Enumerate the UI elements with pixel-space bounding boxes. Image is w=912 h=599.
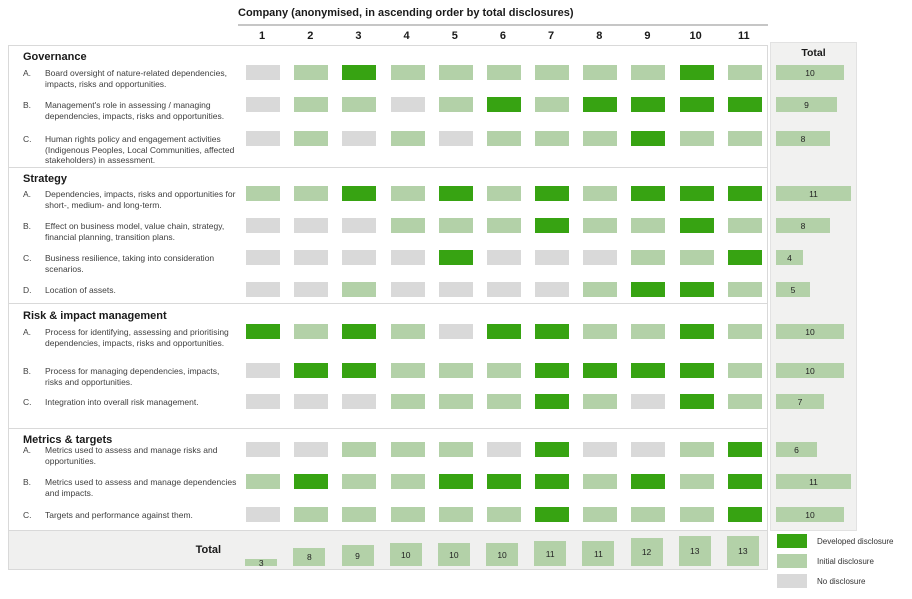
row-total-bar: 10 [776,324,844,339]
matrix-cell [728,507,762,522]
matrix-cell [342,186,376,201]
matrix-cell [439,97,473,112]
row-cells [239,250,769,265]
matrix-cell [680,97,714,112]
row-label: Human rights policy and engagement activities (Indigenous Peoples, Local Communities, affected stakeholders) in assessment. [45,134,235,165]
matrix-cell [583,282,617,297]
table-row [9,507,815,522]
matrix-cell [342,97,376,112]
column-total-bar: 10 [486,543,518,566]
section-strategy [8,167,818,303]
row-total-bar: 8 [776,131,830,146]
column-total-bar: 13 [727,536,759,566]
matrix-cell [487,65,521,80]
table-row [9,282,796,297]
matrix-cell [342,363,376,378]
matrix-cell [583,324,617,339]
matrix-cell [342,442,376,457]
column-total-bar: 3 [245,559,277,566]
legend-item [777,574,894,588]
matrix-cell [728,324,762,339]
row-label: Management's role in assessing / managing dependencies, impacts, risks and opportunities. [45,100,225,121]
matrix-cell [487,363,521,378]
company-column-headers [238,30,768,42]
matrix-cell [583,131,617,146]
matrix-cell [535,442,569,457]
matrix-cell [342,474,376,489]
row-cells [239,131,769,146]
company-column-header: 6 [499,30,506,42]
matrix-cell [246,131,280,146]
matrix-cell [680,250,714,265]
row-letter: C. [23,134,32,144]
row-total-bar: 11 [776,186,851,201]
matrix-cell [680,394,714,409]
table-row [9,442,799,466]
section-title: Metrics & targets [23,434,113,446]
row-letter: B. [23,221,32,231]
matrix-cell [680,218,714,233]
matrix-cell [342,394,376,409]
matrix-cell [728,218,762,233]
matrix-cell [535,324,569,339]
section-risk-impact-management [8,303,815,428]
matrix-cell [583,394,617,409]
matrix-cell [439,394,473,409]
column-total-bar: 11 [534,541,566,566]
row-label: Metrics used to assess and manage dependencies and impacts. [45,477,237,498]
company-column-header: 5 [451,30,458,42]
matrix-cell [246,250,280,265]
row-label: Location of assets. [45,285,116,295]
matrix-cell [246,324,280,339]
matrix-cell [439,218,473,233]
row-total-bar: 11 [776,474,851,489]
matrix-cell [342,131,376,146]
matrix-cell [583,507,617,522]
matrix-cell [535,97,569,112]
matrix-cell [294,363,328,378]
row-total-bar: 9 [776,97,837,112]
table-row [9,324,815,348]
matrix-cell [583,218,617,233]
matrix-cell [342,250,376,265]
row-cells [239,97,769,112]
row-cells [239,363,769,378]
matrix-cell [294,507,328,522]
row-total-bar: 10 [776,507,844,522]
matrix-cell [487,442,521,457]
legend-swatch-none [777,574,807,588]
row-label: Business resilience, taking into consideration scenarios. [45,253,215,274]
matrix-cell [583,97,617,112]
row-label: Effect on business model, value chain, strategy, financial planning, transition plans. [45,221,225,242]
row-total-bar: 8 [776,218,830,233]
legend-item [777,554,894,568]
matrix-cell [391,442,425,457]
matrix-cell [342,65,376,80]
chart-title: Company (anonymised, in ascending order by total disclosures) [238,7,574,19]
matrix-cell [246,394,280,409]
matrix-cell [294,474,328,489]
matrix-cell [246,186,280,201]
table-row [9,65,815,89]
row-label: Process for managing dependencies, impacts, risks and opportunities. [45,366,220,387]
legend-item [777,534,894,548]
matrix-cell [631,363,665,378]
matrix-cell [391,250,425,265]
matrix-cell [439,324,473,339]
column-totals-label: Total [195,544,222,556]
company-column-header: 3 [355,30,362,42]
row-label: Metrics used to assess and manage risks and opportunities. [45,445,218,466]
row-cells [239,324,769,339]
matrix-cell [439,442,473,457]
legend-label: Initial disclosure [817,556,874,566]
matrix-cell [631,250,665,265]
total-column-title: Total [801,47,826,59]
matrix-cell [631,324,665,339]
matrix-cell [680,282,714,297]
legend-swatch-developed [777,534,807,548]
matrix-cell [487,218,521,233]
matrix-cell [294,131,328,146]
matrix-cell [342,324,376,339]
row-cells [239,282,769,297]
column-totals-bars [237,531,767,569]
matrix-cell [680,65,714,80]
matrix-cell [728,131,762,146]
matrix-cell [728,282,762,297]
matrix-cell [342,282,376,297]
column-total-bar: 9 [342,545,374,566]
matrix-cell [728,363,762,378]
company-column-header: 10 [689,30,702,42]
matrix-cell [535,363,569,378]
matrix-cell [439,507,473,522]
column-totals-row [8,530,768,570]
matrix-cell [728,250,762,265]
matrix-cell [391,218,425,233]
matrix-cell [487,97,521,112]
matrix-cell [631,394,665,409]
matrix-cell [535,394,569,409]
matrix-cell [583,186,617,201]
row-letter: A. [23,189,32,199]
matrix-cell [680,507,714,522]
company-column-header: 2 [307,30,314,42]
section-title: Strategy [23,173,68,185]
matrix-cell [487,324,521,339]
row-letter: C. [23,510,32,520]
matrix-cell [439,131,473,146]
legend-swatch-initial [777,554,807,568]
row-letter: C. [23,253,32,263]
row-label: Integration into overall risk management. [45,397,199,407]
title-underline [238,24,768,26]
row-cells [239,218,769,233]
matrix-cell [535,218,569,233]
matrix-cell [631,218,665,233]
row-cells [239,65,769,80]
matrix-cell [246,507,280,522]
row-letter: C. [23,397,32,407]
matrix-cell [728,65,762,80]
matrix-cell [391,65,425,80]
matrix-cell [391,131,425,146]
legend-label: Developed disclosure [817,536,894,546]
section-metrics-targets [8,428,818,530]
matrix-cell [391,363,425,378]
table-row [9,250,792,274]
matrix-cell [439,250,473,265]
legend-label: No disclosure [817,576,866,586]
matrix-cell [246,363,280,378]
matrix-cell [583,250,617,265]
column-total-bar: 11 [582,541,614,566]
row-label: Process for identifying, assessing and prioritising dependencies, impacts, risks and opportunities. [45,327,229,348]
matrix-cell [246,442,280,457]
company-column-header: 4 [403,30,410,42]
column-total-bar: 10 [390,543,422,566]
matrix-cell [342,218,376,233]
row-total-bar: 4 [776,250,803,265]
matrix-cell [294,97,328,112]
matrix-cell [631,65,665,80]
company-column-header: 8 [596,30,603,42]
matrix-cell [535,131,569,146]
column-total-bar: 10 [438,543,470,566]
table-row [9,218,806,242]
matrix-cell [583,442,617,457]
matrix-cell [728,474,762,489]
row-letter: D. [23,285,32,295]
matrix-cell [246,282,280,297]
matrix-cell [487,131,521,146]
row-cells [239,474,769,489]
company-column-header: 1 [259,30,266,42]
matrix-cell [246,97,280,112]
matrix-cell [294,250,328,265]
matrix-cell [631,97,665,112]
matrix-cell [487,507,521,522]
row-letter: A. [23,445,32,455]
matrix-cell [535,282,569,297]
matrix-cell [487,474,521,489]
matrix-cell [631,282,665,297]
matrix-cell [246,65,280,80]
column-total-bar: 8 [293,548,325,566]
matrix-cell [680,474,714,489]
matrix-cell [439,363,473,378]
matrix-cell [535,250,569,265]
matrix-cell [728,186,762,201]
table-row [9,394,803,409]
matrix-cell [439,474,473,489]
row-letter: B. [23,366,32,376]
matrix-cell [631,131,665,146]
matrix-cell [631,186,665,201]
matrix-cell [535,65,569,80]
row-cells [239,186,769,201]
matrix-cell [535,186,569,201]
matrix-cell [391,394,425,409]
row-total-bar: 5 [776,282,810,297]
matrix-cell [246,474,280,489]
company-column-header: 7 [548,30,555,42]
table-row [9,186,818,210]
matrix-cell [246,218,280,233]
table-row [9,131,806,166]
matrix-cell [631,474,665,489]
legend [777,534,894,594]
matrix-cell [391,97,425,112]
row-cells [239,507,769,522]
row-letter: B. [23,100,32,110]
row-cells [239,442,769,457]
section-title: Risk & impact management [23,310,167,322]
matrix-cell [487,394,521,409]
matrix-cell [680,363,714,378]
row-label: Targets and performance against them. [45,510,193,520]
matrix-cell [728,97,762,112]
matrix-cell [535,474,569,489]
matrix-cell [680,186,714,201]
matrix-cell [680,442,714,457]
row-letter: B. [23,477,32,487]
matrix-cell [391,507,425,522]
table-row [9,97,809,121]
matrix-cell [439,282,473,297]
matrix-cell [294,324,328,339]
company-column-header: 11 [737,30,750,42]
matrix-cell [680,131,714,146]
matrix-cell [342,507,376,522]
matrix-cell [631,507,665,522]
matrix-cell [439,65,473,80]
row-letter: A. [23,327,32,337]
matrix-cell [391,324,425,339]
row-total-bar: 10 [776,363,844,378]
matrix-cell [728,394,762,409]
section-title: Governance [23,51,87,63]
matrix-cell [391,282,425,297]
matrix-cell [583,363,617,378]
matrix-cell [487,282,521,297]
matrix-cell [294,65,328,80]
matrix-cell [728,442,762,457]
matrix-cell [631,442,665,457]
matrix-cell [439,186,473,201]
matrix-cell [294,394,328,409]
row-total-bar: 7 [776,394,824,409]
matrix-cell [294,218,328,233]
matrix-cell [583,474,617,489]
table-row [9,363,815,387]
matrix-cell [487,186,521,201]
column-total-bar: 13 [679,536,711,566]
matrix-cell [294,442,328,457]
row-total-bar: 6 [776,442,817,457]
matrix-cell [391,474,425,489]
row-label: Dependencies, impacts, risks and opportunities for short-, medium- and long-term. [45,189,236,210]
matrix-cell [583,65,617,80]
matrix-cell [294,186,328,201]
row-total-bar: 10 [776,65,844,80]
matrix-cell [535,507,569,522]
row-label: Board oversight of nature-related dependencies, impacts, risks and opportunities. [45,68,227,89]
matrix-cell [294,282,328,297]
table-row [9,474,818,498]
row-letter: A. [23,68,32,78]
matrix-table [8,45,818,570]
matrix-cell [680,324,714,339]
company-column-header: 9 [644,30,651,42]
row-cells [239,394,769,409]
matrix-cell [391,186,425,201]
column-total-bar: 12 [631,538,663,566]
matrix-cell [487,250,521,265]
